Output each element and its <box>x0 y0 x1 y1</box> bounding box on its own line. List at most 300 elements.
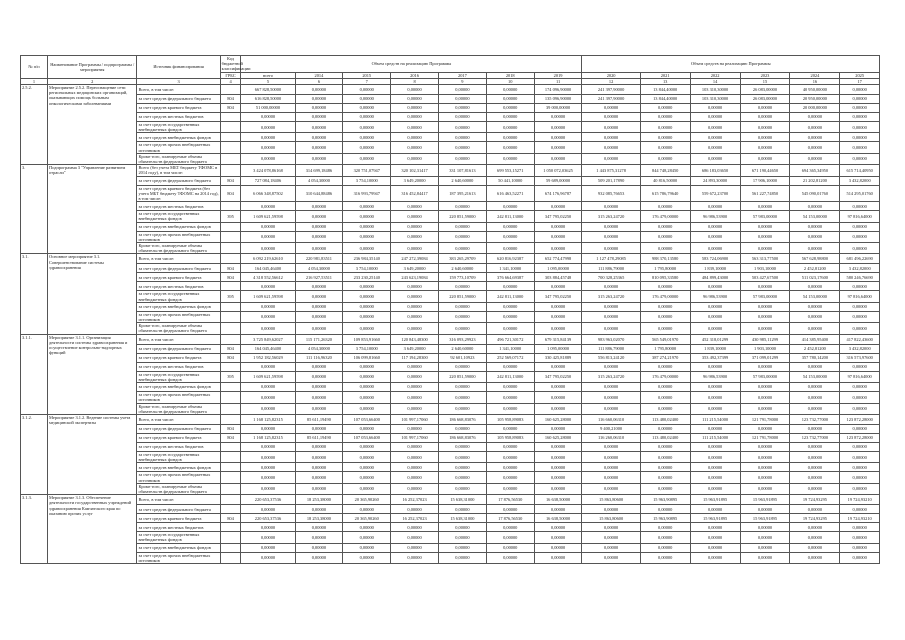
amount-cell: 0,00000 <box>391 122 439 133</box>
amount-cell: 0,00000 <box>295 104 343 113</box>
amount-cell: 0,00000 <box>582 472 640 483</box>
amount-cell: 0,00000 <box>582 142 640 153</box>
budget-code <box>220 323 241 334</box>
table-row <box>21 282 880 291</box>
amount-cell: 3 754,10000 <box>343 344 391 353</box>
amount-cell: 0,00000 <box>295 472 343 483</box>
amount-cell: 0,00000 <box>241 532 295 543</box>
amount-cell: 0,00000 <box>343 483 391 494</box>
amount-cell: 0,00000 <box>640 323 690 334</box>
amount-cell: 0,00000 <box>840 472 880 483</box>
amount-cell: 0,00000 <box>438 311 486 322</box>
table-row <box>21 104 880 113</box>
amount-cell: 20 365,90260 <box>343 514 391 523</box>
amount-cell: 0,00000 <box>840 523 880 532</box>
amount-cell: 0,00000 <box>640 505 690 514</box>
header-index: 12 <box>582 78 640 84</box>
funding-source: за счет средств прочих внебюджетных источников <box>137 142 220 153</box>
row-number: 3.1.3. <box>21 495 48 564</box>
amount-cell: 121 791,78000 <box>740 433 790 442</box>
amount-cell: 0,00000 <box>343 243 391 254</box>
amount-cell: 0,00000 <box>391 142 439 153</box>
amount-cell: 503 427,67500 <box>740 273 790 282</box>
amount-cell: 18 253,38000 <box>295 495 343 505</box>
funding-source: за счет средств прочих внебюджетных источников <box>137 311 220 322</box>
amount-cell: 0,00000 <box>295 282 343 291</box>
header-year: 2018 <box>486 72 534 78</box>
amount-cell: 0,00000 <box>790 231 840 242</box>
amount-cell: 0,00000 <box>391 243 439 254</box>
amount-cell: 0,00000 <box>740 451 790 462</box>
amount-cell: 0,00000 <box>690 451 740 462</box>
amount-cell: 0,00000 <box>486 543 534 552</box>
amount-cell: 509 201,17890 <box>582 176 640 185</box>
amount-cell: 242 811,13000 <box>486 291 534 302</box>
amount-cell: 0,00000 <box>840 483 880 494</box>
amount-cell: 0,00000 <box>840 113 880 122</box>
amount-cell: 0,00000 <box>295 392 343 403</box>
table-row <box>21 264 880 273</box>
amount-cell: 0,00000 <box>740 532 790 543</box>
amount-cell: 0,00000 <box>438 202 486 211</box>
header-no: № п/п <box>21 56 48 79</box>
amount-cell: 0,00000 <box>640 113 690 122</box>
funding-source: за счет средств федерального бюджета <box>137 176 220 185</box>
amount-cell: 0,00000 <box>295 302 343 311</box>
amount-cell: 111 116,96320 <box>295 353 343 362</box>
amount-cell: 0,00000 <box>391 133 439 142</box>
amount-cell: 105 958,89083 <box>486 433 534 442</box>
amount-cell: 0,00000 <box>534 231 582 242</box>
amount-cell: 0,00000 <box>740 104 790 113</box>
amount-cell: 679 315,84139 <box>534 334 582 344</box>
budget-code <box>220 472 241 483</box>
funding-source: Всего, в том числе: <box>137 414 220 424</box>
amount-cell: 0,00000 <box>391 302 439 311</box>
amount-cell: 615 786,79640 <box>640 185 690 202</box>
amount-cell: 0,00000 <box>534 243 582 254</box>
amount-cell: 1 795,80000 <box>640 344 690 353</box>
header-index: 1 <box>21 78 48 84</box>
amount-cell: 0,00000 <box>534 532 582 543</box>
amount-cell: 2 452,81200 <box>790 264 840 273</box>
table-body <box>21 85 880 564</box>
amount-cell: 0,00000 <box>295 122 343 133</box>
funding-source: за счет средств местных бюджетов <box>137 523 220 532</box>
funding-source: Всего, в том числе: <box>137 254 220 264</box>
amount-cell: 0,00000 <box>241 523 295 532</box>
amount-cell: 0,00000 <box>343 424 391 433</box>
amount-cell: 0,00000 <box>295 523 343 532</box>
amount-cell: 135 096,90000 <box>534 95 582 104</box>
amount-cell: 97 816,64000 <box>840 211 880 222</box>
amount-cell: 107 053,66400 <box>343 414 391 424</box>
amount-cell: 0,00000 <box>486 95 534 104</box>
amount-cell: 0,00000 <box>486 311 534 322</box>
amount-cell: 0,00000 <box>690 552 740 563</box>
amount-cell: 16 638,50000 <box>534 495 582 505</box>
amount-cell: 0,00000 <box>391 362 439 371</box>
amount-cell: 0,00000 <box>790 483 840 494</box>
amount-cell: 0,00000 <box>790 403 840 414</box>
amount-cell: 241 397,90000 <box>582 95 640 104</box>
amount-cell: 0,00000 <box>534 505 582 514</box>
amount-cell: 0,00000 <box>690 424 740 433</box>
amount-cell: 164 045,46400 <box>241 344 295 353</box>
amount-cell: 0,00000 <box>840 383 880 392</box>
amount-cell: 242 811,13000 <box>486 371 534 382</box>
amount-cell: 559 672,23700 <box>690 185 740 202</box>
amount-cell: 371 099,01299 <box>740 353 790 362</box>
budget-code <box>220 362 241 371</box>
budget-code: 804 <box>220 185 241 202</box>
amount-cell: 220 653,37536 <box>241 495 295 505</box>
table-row <box>21 254 880 264</box>
amount-cell: 0,00000 <box>486 323 534 334</box>
amount-cell: 4 054,30000 <box>295 176 343 185</box>
budget-code <box>220 202 241 211</box>
amount-cell: 0,00000 <box>486 523 534 532</box>
amount-cell: 0,00000 <box>534 113 582 122</box>
amount-cell: 0,00000 <box>740 302 790 311</box>
amount-cell: 0,00000 <box>486 302 534 311</box>
amount-cell: 0,00000 <box>640 142 690 153</box>
amount-cell: 0,00000 <box>740 122 790 133</box>
amount-cell: 0,00000 <box>438 231 486 242</box>
amount-cell: 187 395,21613 <box>438 185 486 202</box>
amount-cell: 0,00000 <box>438 323 486 334</box>
budget-code <box>220 122 241 133</box>
amount-cell: 0,00000 <box>343 311 391 322</box>
amount-cell: 241 397,90000 <box>582 85 640 95</box>
amount-cell: 0,00000 <box>486 133 534 142</box>
amount-cell: 13 844,40000 <box>640 95 690 104</box>
amount-cell: 0,00000 <box>740 113 790 122</box>
amount-cell: 0,00000 <box>486 403 534 414</box>
amount-cell: 3 432,82000 <box>840 344 880 353</box>
amount-cell: 0,00000 <box>790 472 840 483</box>
amount-cell: 0,00000 <box>486 282 534 291</box>
amount-cell: 0,00000 <box>486 552 534 563</box>
funding-source: Кроме того, планируемые объемы обязательств федерального бюджета <box>137 243 220 254</box>
amount-cell: 0,00000 <box>582 362 640 371</box>
amount-cell: 0,00000 <box>241 543 295 552</box>
amount-cell: 0,00000 <box>582 113 640 122</box>
amount-cell: 0,00000 <box>640 231 690 242</box>
amount-cell: 26 083,00000 <box>740 85 790 95</box>
amount-cell: 315 263,24720 <box>582 211 640 222</box>
amount-cell: 0,00000 <box>840 505 880 514</box>
table-row <box>21 403 880 414</box>
amount-cell: 0,00000 <box>391 552 439 563</box>
header-index: 4 <box>220 78 241 84</box>
header-year: 2025 <box>840 72 880 78</box>
amount-cell: 0,00000 <box>241 463 295 472</box>
amount-cell: 0,00000 <box>534 442 582 451</box>
amount-cell: 111 886,79000 <box>582 264 640 273</box>
amount-cell: 0,00000 <box>438 153 486 164</box>
amount-cell: 0,00000 <box>438 85 486 95</box>
amount-cell: 0,00000 <box>486 113 534 122</box>
amount-cell: 1 443 875,31278 <box>582 165 640 176</box>
table-row <box>21 495 880 505</box>
amount-cell: 556 813,24120 <box>582 353 640 362</box>
amount-cell: 514 295,01760 <box>840 185 880 202</box>
amount-cell: 0,00000 <box>241 392 295 403</box>
budget-code <box>220 383 241 392</box>
amount-cell: 57 983,00000 <box>740 211 790 222</box>
amount-cell: 0,00000 <box>740 543 790 552</box>
amount-cell: 0,00000 <box>438 483 486 494</box>
amount-cell: 1 341,10000 <box>486 264 534 273</box>
amount-cell: 0,00000 <box>790 202 840 211</box>
amount-cell: 97 816,64000 <box>840 291 880 302</box>
amount-cell: 15 963,90895 <box>640 514 690 523</box>
amount-cell: 0,00000 <box>582 243 640 254</box>
amount-cell: 57 983,00000 <box>740 371 790 382</box>
table-row <box>21 371 880 382</box>
amount-cell: 0,00000 <box>343 383 391 392</box>
amount-cell: 176 479,00000 <box>640 291 690 302</box>
amount-cell: 315 263,24720 <box>582 371 640 382</box>
amount-cell: 113 480,02400 <box>640 414 690 424</box>
amount-cell: 242 811,13000 <box>486 211 534 222</box>
amount-cell: 0,00000 <box>343 362 391 371</box>
amount-cell: 0,00000 <box>640 222 690 231</box>
amount-cell: 0,00000 <box>582 222 640 231</box>
amount-cell: 983 963,02070 <box>582 334 640 344</box>
amount-cell: 0,00000 <box>438 552 486 563</box>
amount-cell: 0,00000 <box>790 451 840 462</box>
amount-cell: 0,00000 <box>391 403 439 414</box>
program-name: Основное мероприятие 3.1. Совершенствование системы здравоохранения <box>48 254 137 334</box>
header-year: 2022 <box>690 72 740 78</box>
amount-cell: 0,00000 <box>343 392 391 403</box>
amount-cell: 0,00000 <box>343 142 391 153</box>
amount-cell: 0,00000 <box>391 231 439 242</box>
amount-cell: 0,00000 <box>241 113 295 122</box>
amount-cell: 0,00000 <box>840 543 880 552</box>
budget-code: 804 <box>220 95 241 104</box>
funding-source: за счет средств внебюджетных фондов <box>137 222 220 231</box>
amount-cell: 0,00000 <box>343 523 391 532</box>
amount-cell: 0,00000 <box>582 505 640 514</box>
amount-cell: 0,00000 <box>740 311 790 322</box>
header-source: Источник финансирования <box>137 56 220 79</box>
funding-source: за счет средств федерального бюджета <box>137 505 220 514</box>
amount-cell: 0,00000 <box>534 362 582 371</box>
amount-cell: 0,00000 <box>391 424 439 433</box>
funding-source: за счет средств федерального бюджета <box>137 424 220 433</box>
amount-cell: 117 194,28300 <box>391 353 439 362</box>
amount-cell: 0,00000 <box>343 202 391 211</box>
amount-cell: 97 816,64000 <box>840 371 880 382</box>
amount-cell: 0,00000 <box>690 122 740 133</box>
amount-cell: 667 828,50000 <box>241 85 295 95</box>
amount-cell: 0,00000 <box>438 113 486 122</box>
amount-cell: 0,00000 <box>343 543 391 552</box>
amount-cell: 0,00000 <box>343 442 391 451</box>
amount-cell: 6 092 219,62610 <box>241 254 295 264</box>
amount-cell: 0,00000 <box>391 113 439 122</box>
amount-cell: 0,00000 <box>241 311 295 322</box>
table-row <box>21 323 880 334</box>
amount-cell: 0,00000 <box>486 104 534 113</box>
amount-cell: 1 095,00000 <box>534 344 582 353</box>
table-row <box>21 133 880 142</box>
header-name: Наименование Программы / подпрограммы / мероприятия <box>48 56 137 79</box>
amount-cell: 1 341,10000 <box>486 344 534 353</box>
amount-cell: 320 751,07947 <box>343 165 391 176</box>
amount-cell: 0,00000 <box>690 362 740 371</box>
amount-cell: 0,00000 <box>840 403 880 414</box>
amount-cell: 0,00000 <box>534 133 582 142</box>
amount-cell: 0,00000 <box>840 133 880 142</box>
amount-cell: 0,00000 <box>740 133 790 142</box>
amount-cell: 0,00000 <box>840 392 880 403</box>
amount-cell: 0,00000 <box>640 403 690 414</box>
amount-cell: 0,00000 <box>391 202 439 211</box>
table-row <box>21 334 880 344</box>
amount-cell: 0,00000 <box>790 442 840 451</box>
budget-code <box>220 403 241 414</box>
amount-cell: 6 066 348,87502 <box>241 185 295 202</box>
amount-cell: 0,00000 <box>690 505 740 514</box>
amount-cell: 243 623,19084 <box>391 273 439 282</box>
amount-cell: 15 963,91895 <box>740 514 790 523</box>
amount-cell: 0,00000 <box>790 552 840 563</box>
amount-cell: 0,00000 <box>438 403 486 414</box>
amount-cell: 0,00000 <box>438 362 486 371</box>
amount-cell: 0,00000 <box>438 532 486 543</box>
amount-cell: 121 791,78000 <box>740 414 790 424</box>
table-row <box>21 202 880 211</box>
header-year: 2023 <box>740 72 790 78</box>
header-index: 16 <box>790 78 840 84</box>
amount-cell: 101 997,17060 <box>391 433 439 442</box>
amount-cell: 0,00000 <box>295 243 343 254</box>
amount-cell: 0,00000 <box>534 483 582 494</box>
amount-cell: 0,00000 <box>582 302 640 311</box>
amount-cell: 0,00000 <box>391 323 439 334</box>
amount-cell: 0,00000 <box>534 523 582 532</box>
amount-cell: 620 816,92387 <box>486 254 534 264</box>
budget-code <box>220 334 241 344</box>
amount-cell: 0,00000 <box>343 282 391 291</box>
amount-cell: 103 310,30000 <box>690 85 740 95</box>
table-row <box>21 142 880 153</box>
amount-cell: 2 640,60000 <box>438 264 486 273</box>
amount-cell: 15 963,90895 <box>640 495 690 505</box>
amount-cell: 0,00000 <box>790 383 840 392</box>
amount-cell: 0,00000 <box>582 282 640 291</box>
amount-cell: 1 609 621,59598 <box>241 371 295 382</box>
header-index: 5 <box>241 78 295 84</box>
amount-cell: 0,00000 <box>582 231 640 242</box>
amount-cell: 3 649,20000 <box>391 264 439 273</box>
amount-cell: 123 872,28000 <box>840 414 880 424</box>
amount-cell: 0,00000 <box>241 552 295 563</box>
amount-cell: 652 774,47998 <box>534 254 582 264</box>
amount-cell: 0,00000 <box>690 472 740 483</box>
amount-cell: 19 724,93295 <box>790 514 840 523</box>
funding-source: за счет средств государственных внебюджетных фондов <box>137 211 220 222</box>
amount-cell: 0,00000 <box>740 403 790 414</box>
funding-source: за счет средств краевого бюджета (без учета МБТ бюджету ТФОМС на 2014 год), в том числе: <box>138 185 219 202</box>
amount-cell: 18 253,38000 <box>295 514 343 523</box>
amount-cell: 174 096,90000 <box>534 85 582 95</box>
funding-source: за счет средств прочих внебюджетных источников <box>137 231 220 242</box>
amount-cell: 0,00000 <box>295 142 343 153</box>
amount-cell: 40 950,00000 <box>790 85 840 95</box>
amount-cell: 85 611,19490 <box>295 414 343 424</box>
amount-cell: 0,00000 <box>486 222 534 231</box>
amount-cell: 0,00000 <box>640 302 690 311</box>
amount-cell: 0,00000 <box>241 302 295 311</box>
amount-cell: 0,00000 <box>690 142 740 153</box>
amount-cell: 0,00000 <box>343 153 391 164</box>
amount-cell: 164 045,46400 <box>241 264 295 273</box>
amount-cell: 0,00000 <box>486 362 534 371</box>
amount-cell: 0,00000 <box>582 104 640 113</box>
amount-cell: 15 963,91895 <box>690 495 740 505</box>
header-index: 14 <box>690 78 740 84</box>
amount-cell: 0,00000 <box>391 463 439 472</box>
amount-cell: 54 153,00000 <box>790 371 840 382</box>
amount-cell: 0,00000 <box>740 442 790 451</box>
amount-cell: 0,00000 <box>790 532 840 543</box>
amount-cell: 15 863,80600 <box>582 495 640 505</box>
amount-cell: 0,00000 <box>640 543 690 552</box>
funding-source: за счет средств местных бюджетов <box>137 282 220 291</box>
amount-cell: 353 492,37399 <box>690 353 740 362</box>
header-year: 2021 <box>640 72 690 78</box>
funding-source: за счет средств местных бюджетов <box>137 113 220 122</box>
amount-cell: 0,00000 <box>740 222 790 231</box>
amount-cell: 0,00000 <box>343 104 391 113</box>
amount-cell: 810 095,33580 <box>640 273 690 282</box>
amount-cell: 0,00000 <box>295 323 343 334</box>
amount-cell: 103 310,30000 <box>690 95 740 104</box>
amount-cell: 0,00000 <box>740 483 790 494</box>
amount-cell: 0,00000 <box>534 543 582 552</box>
header-index: 8 <box>391 78 439 84</box>
amount-cell: 0,00000 <box>295 222 343 231</box>
amount-cell: 699 553,15271 <box>486 165 534 176</box>
budget-table <box>20 55 880 564</box>
budget-code <box>220 153 241 164</box>
amount-cell: 113 480,02400 <box>640 433 690 442</box>
amount-cell: 0,00000 <box>690 483 740 494</box>
amount-cell: 1 095,00000 <box>534 264 582 273</box>
amount-cell: 0,00000 <box>840 442 880 451</box>
amount-cell: 0,00000 <box>690 392 740 403</box>
header-code-sub: ГРБС <box>220 72 241 78</box>
amount-cell: 233 230,25140 <box>343 273 391 282</box>
amount-cell: 0,00000 <box>840 95 880 104</box>
funding-source: за счет средств краевого бюджета <box>137 273 220 282</box>
amount-cell: 1 839,10000 <box>690 344 740 353</box>
amount-cell: 0,00000 <box>295 424 343 433</box>
funding-source: Всего, в том числе: <box>137 85 220 95</box>
table-row <box>21 532 880 543</box>
amount-cell: 0,00000 <box>438 523 486 532</box>
header-index: 7 <box>343 78 391 84</box>
amount-cell: 1 168 125,82315 <box>241 433 295 442</box>
amount-cell: 1 050 072,03625 <box>534 165 582 176</box>
amount-cell: 0,00000 <box>438 383 486 392</box>
amount-cell: 0,00000 <box>241 133 295 142</box>
